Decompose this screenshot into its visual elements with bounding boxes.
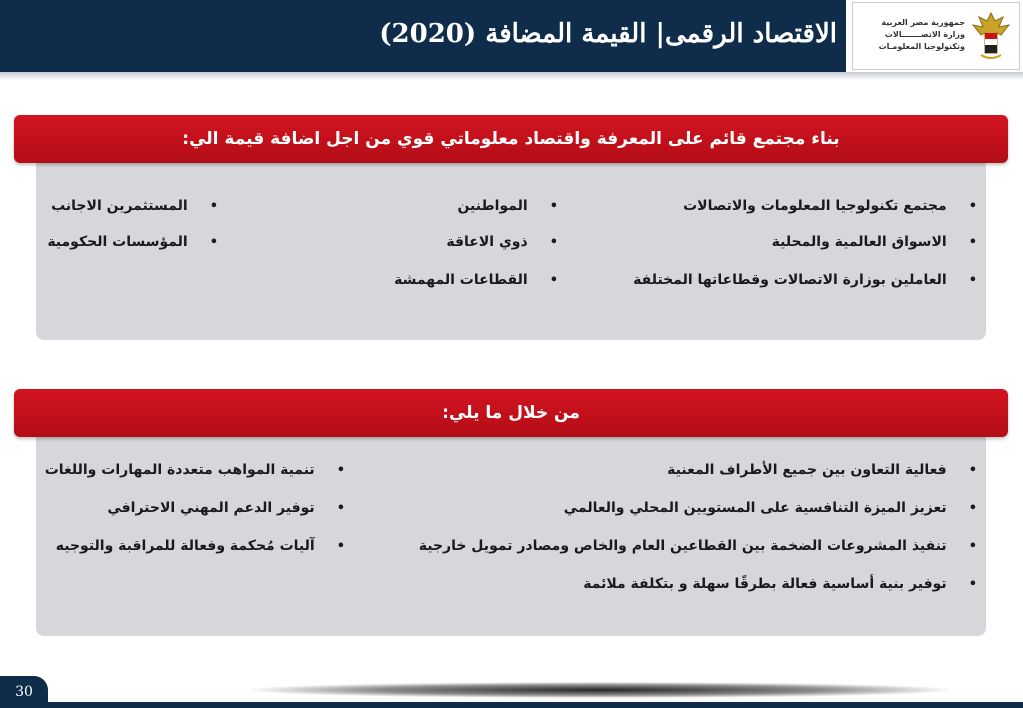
section2-col1-item-2: • تعزيز الميزة التنافسية على المستويين المحلي والعالمي — [564, 500, 977, 516]
section1-col1-item-3: • العاملين بوزارة الاتصالات وقطاعاتها المختلفة — [633, 272, 977, 288]
ministry-logo — [852, 2, 1020, 70]
section2-col1-item-1: • فعالية التعاون بين جميع الأطراف المعنية — [667, 462, 977, 478]
footer-line — [0, 702, 1023, 708]
section1-col3-item-1: • المستثمرين الاجانب — [51, 198, 218, 214]
section1-col1-item-1: • مجتمع تكنولوجيا المعلومات والاتصالات — [683, 198, 977, 214]
section2-panel — [36, 424, 986, 636]
section1-col2-item-3: • القطاعات المهمشة — [394, 272, 558, 288]
section1-col2-item-2: • ذوي الاعاقة — [446, 234, 558, 250]
logo-line-3: وتكنولوجيا المعلومـات — [878, 42, 965, 51]
eagle-emblem-icon — [969, 9, 1013, 63]
section1-col2-item-1: • المواطنين — [457, 198, 558, 214]
logo-line-2: وزارة الاتصـــــــالات — [884, 30, 965, 39]
section2-banner: من خلال ما يلي: — [14, 389, 1008, 437]
section2-col1-item-3: • تنفيذ المشروعات الضخمة بين القطاعين العام والخاص ومصادر تمويل خارجية — [419, 538, 977, 554]
section2-col2-item-2: • توفير الدعم المهني الاحترافي — [107, 500, 345, 516]
section2-col1-item-4: • توفير بنية أساسية فعالة بطرقًا سهلة و بتكلفة ملائمة — [583, 576, 977, 592]
ministry-logo-text — [879, 17, 965, 53]
section1-banner: بناء مجتمع قائم على المعرفة واقتصاد معلوماتي قوي من اجل اضافة قيمة الي: — [14, 115, 1008, 163]
section2-col2-item-3: • آليات مُحكمة وفعالة للمراقبة والتوجيه — [56, 538, 345, 554]
page-title: الاقتصاد الرقمى| القيمة المضافة (2020) — [379, 19, 837, 49]
footer-shadow — [250, 682, 950, 698]
section2-col2-item-1: • تنمية المواهب متعددة المهارات واللغات — [45, 462, 345, 478]
section1-col1-item-2: • الاسواق العالمية والمحلية — [772, 234, 977, 250]
header-shadow — [0, 72, 1023, 80]
page-number: 30 — [0, 676, 48, 708]
logo-line-1: جمهورية مصر العربية — [881, 18, 965, 27]
section1-col3-item-2: • المؤسسات الحكومية — [47, 234, 218, 250]
